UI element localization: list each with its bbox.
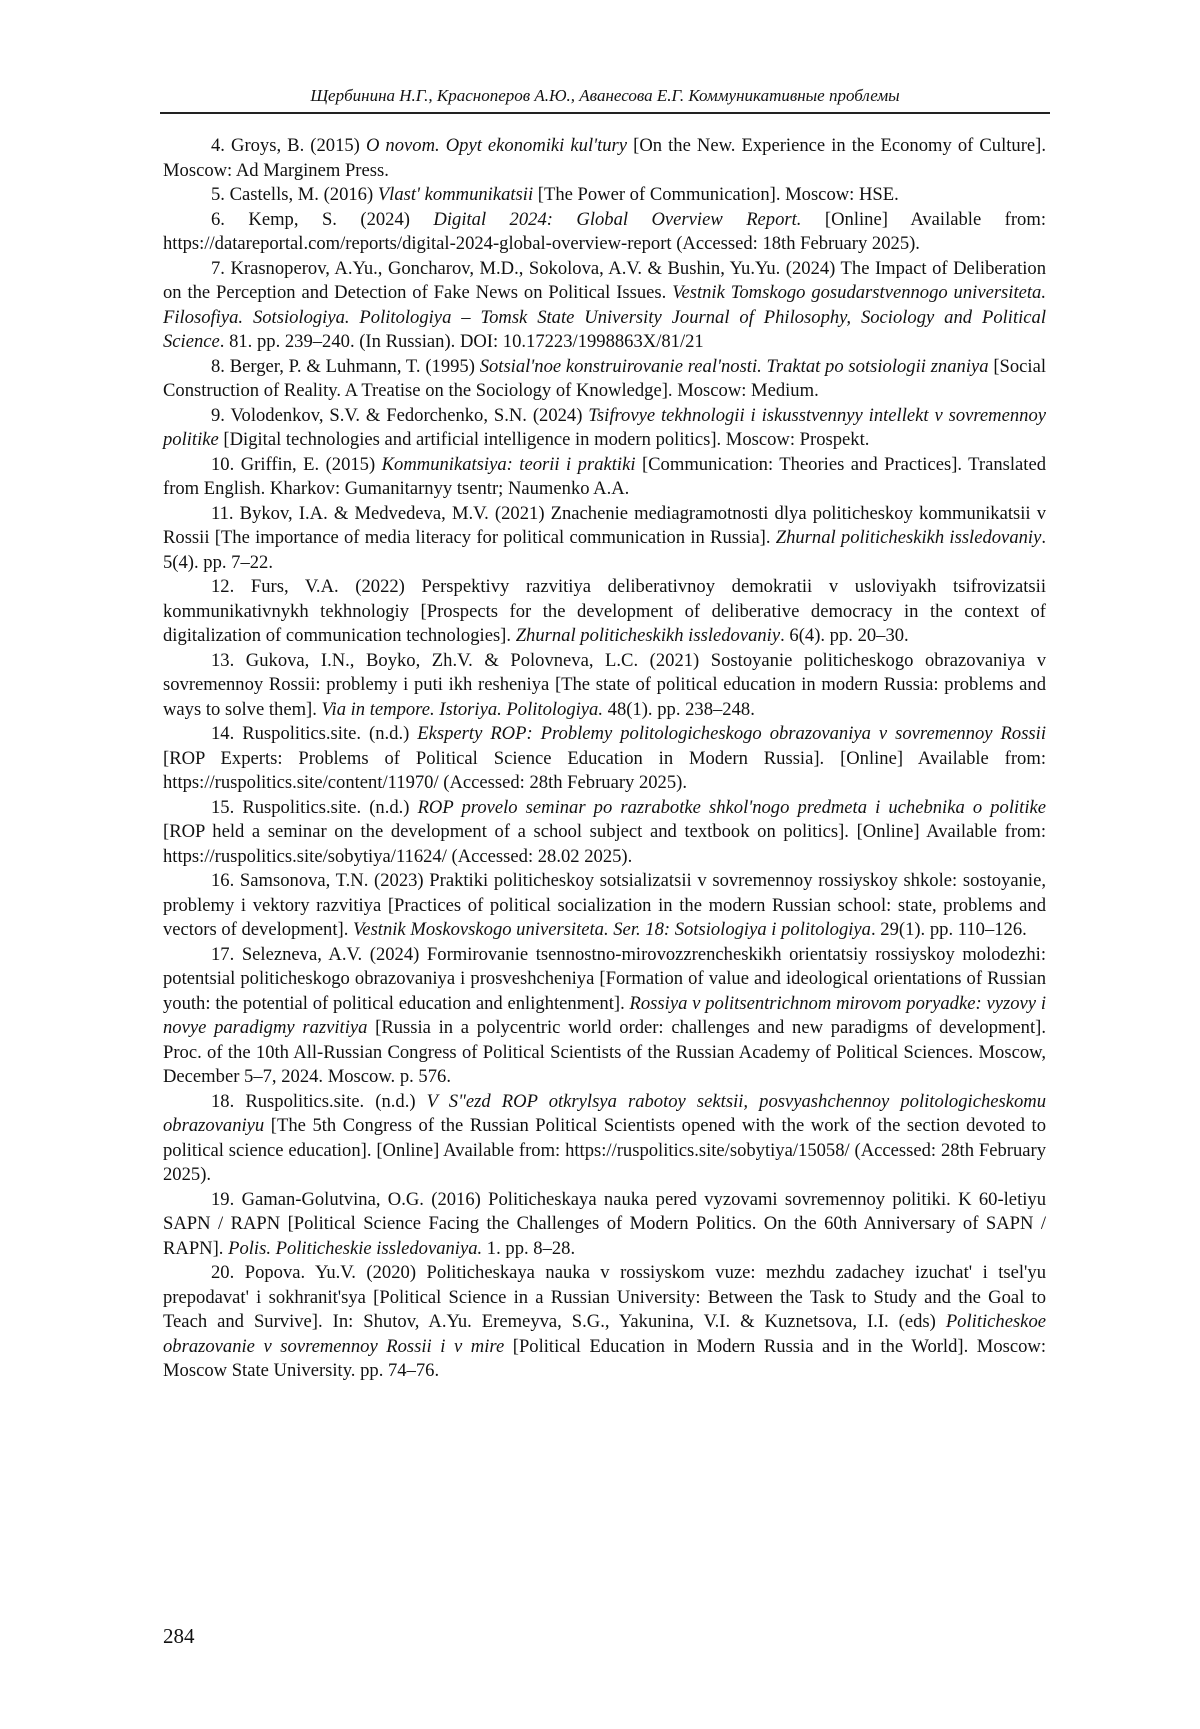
reference-item: 18. Ruspolitics.site. (n.d.) V S"ezd ROP otkrylsya rabotoy sektsii, posvyashchennoy politologicheskomu obrazovaniyu [The 5th Congress of the Russian Political Scientists opened with the work of the section devoted to political science education]. [Online] Available from: https://ruspolitics.site/sobytiya/15058/ (Accessed: 28th February 2025).	[163, 1090, 1047, 1185]
reference-item: 10. Griffin, E. (2015) Kommunikatsiya: teorii i praktiki [Communication: Theories and Practices]. Translated from English. Kharkov: Gumanitarnyy tsentr; Naumenko A.A.	[163, 453, 1046, 499]
header-rule	[160, 112, 1050, 114]
page-number: 284	[163, 1624, 195, 1648]
reference-list	[163, 134, 1046, 1384]
reference-item: 14. Ruspolitics.site. (n.d.) Eksperty ROP: Problemy politologicheskogo obrazovaniya v sovremennoy Rossii [ROP Experts: Problems of Political Science Education in Modern Russia]. [Online] Available from: https://ruspolitics.site/content/11970/ (Accessed: 28th February 2025).	[163, 723, 1047, 793]
reference-item: 7. Krasnoperov, A.Yu., Goncharov, M.D., Sokolova, A.V. & Bushin, Yu.Yu. (2024) The Impact of Deliberation on the Perception and Detection of Fake News on Political Issues. Vestnik Tomskogo gosudarstvennogo universiteta. Filosofiya. Sotsiologiya. Politologiya – Tomsk State University Journal of Philosophy, Sociology and Political Science. 81. pp. 239–240. (In Russian). DOI: 10.17223/1998863X/81/21	[163, 257, 1046, 352]
reference-item: 11. Bykov, I.A. & Medvedeva, M.V. (2021) Znachenie mediagramotnosti dlya politicheskoy kommunikatsii v Rossii [The importance of media literacy for political communication in Russia]. Zhurnal politicheskikh issledovaniy. 5(4). pp. 7–22.	[163, 502, 1046, 573]
reference-item: 20. Popova. Yu.V. (2020) Politicheskaya nauka v rossiyskom vuze: mezhdu zadachey izuchat' i tsel'yu prepodavat' i sokhranit'sya [Political Science in a Russian University: Between the Task to Study and the Goal to Teach and Survive]. In: Shutov, A.Yu. Eremeyva, S.G., Yakunina, V.I. & Kuznetsova, I.I. (eds) Politicheskoe obrazovanie v sovremennoy Rossii i v mire [Political Education in Modern Russia and in the World]. Moscow: Moscow State University. pp. 74–76.	[163, 1262, 1046, 1381]
reference-item: 5. Castells, M. (2016) Vlast' kommunikatsii [The Power of Communication]. Moscow: HSE.	[211, 184, 899, 205]
reference-item: 15. Ruspolitics.site. (n.d.) ROP provelo seminar po razrabotke shkol'nogo predmeta i uchebnika o politike [ROP held a seminar on the development of a school subject and textbook on politics]. [Online] Available from: https://ruspolitics.site/sobytiya/11624/ (Accessed: 28.02 2025).	[163, 796, 1046, 867]
reference-item: 6. Kemp, S. (2024) Digital 2024: Global Overview Report. [Online] Available from: https://datareportal.com/reports/digital-2024-global-overview-report (Accessed: 18th February 2025).	[163, 208, 1046, 254]
reference-item: 16. Samsonova, T.N. (2023) Praktiki politicheskoy sotsializatsii v sovremennoy rossiyskoy shkole: sostoyanie, problemy i vektory razvitiya [Practices of political socialization in the modern Russian school: state, problems and vectors of development]. Vestnik Moskovskogo universiteta. Ser. 18: Sotsiologiya i politologiya. 29(1). pp. 110–126.	[163, 870, 1046, 940]
reference-item: 19. Gaman-Golutvina, O.G. (2016) Politicheskaya nauka pered vyzovami sovremennoy politiki. K 60-letiyu SAPN / RAPN [Political Science Facing the Challenges of Modern Politics. On the 60th Anniversary of SAPN / RAPN]. Polis. Politicheskie issledovaniya. 1. pp. 8–28.	[163, 1188, 1046, 1259]
reference-item: 4. Groys, B. (2015) O novom. Opyt ekonomiki kul'tury [On the New. Experience in the Economy of Culture]. Moscow: Ad Marginem Press.	[163, 135, 1047, 181]
reference-item: 12. Furs, V.A. (2022) Perspektivy razvitiya deliberativnoy demokratii v usloviyakh tsifrovizatsii kommunikativnykh tekhnologiy [Prospects for the development of deliberative democracy in the context of digitalization of communication technologies]. Zhurnal politicheskikh issledovaniy. 6(4). pp. 20–30.	[163, 576, 1046, 646]
reference-item: 17. Selezneva, A.V. (2024) Formirovanie tsennostno-mirovozzrencheskikh orientatsiy rossiyskoy molodezhi: potentsial politicheskogo obrazovaniya i prosveshcheniya [Formation of value and ideological orientations of Russian youth: the potential of political education and enlightenment]. Rossiya v politsentrichnom mirovom poryadke: vyzovy i novye paradigmy razvitiya [Russia in a polycentric world order: challenges and new paradigms of development]. Proc. of the 10th All-Russian Congress of Political Scientists of the Russian Academy of Political Sciences. Moscow, December 5–7, 2024. Moscow. p. 576.	[163, 943, 1047, 1087]
reference-item: 13. Gukova, I.N., Boyko, Zh.V. & Polovneva, L.C. (2021) Sostoyanie politicheskogo obrazovaniya v sovremennoy Rossii: problemy i puti ikh resheniya [The state of political education in modern Russia: problems and ways to solve them]. Via in tempore. Istoriya. Politologiya. 48(1). pp. 238–248.	[163, 649, 1046, 720]
reference-item: 9. Volodenkov, S.V. & Fedorchenko, S.N. (2024) Tsifrovye tekhnologii i iskusstvennyy intellekt v sovremennoy politike [Digital technologies and artificial intelligence in modern politics]. Moscow: Prospekt.	[163, 404, 1046, 450]
running-header: Щербинина Н.Г., Красноперов А.Ю., Аванесова Е.Г. Коммуникативные проблемы	[310, 86, 900, 105]
reference-item: 8. Berger, P. & Luhmann, T. (1995) Sotsial'noe konstruirovanie real'nosti. Traktat po sotsiologii znaniya [Social Construction of Reality. A Treatise on the Sociology of Knowledge]. Moscow: Medium.	[163, 355, 1046, 401]
